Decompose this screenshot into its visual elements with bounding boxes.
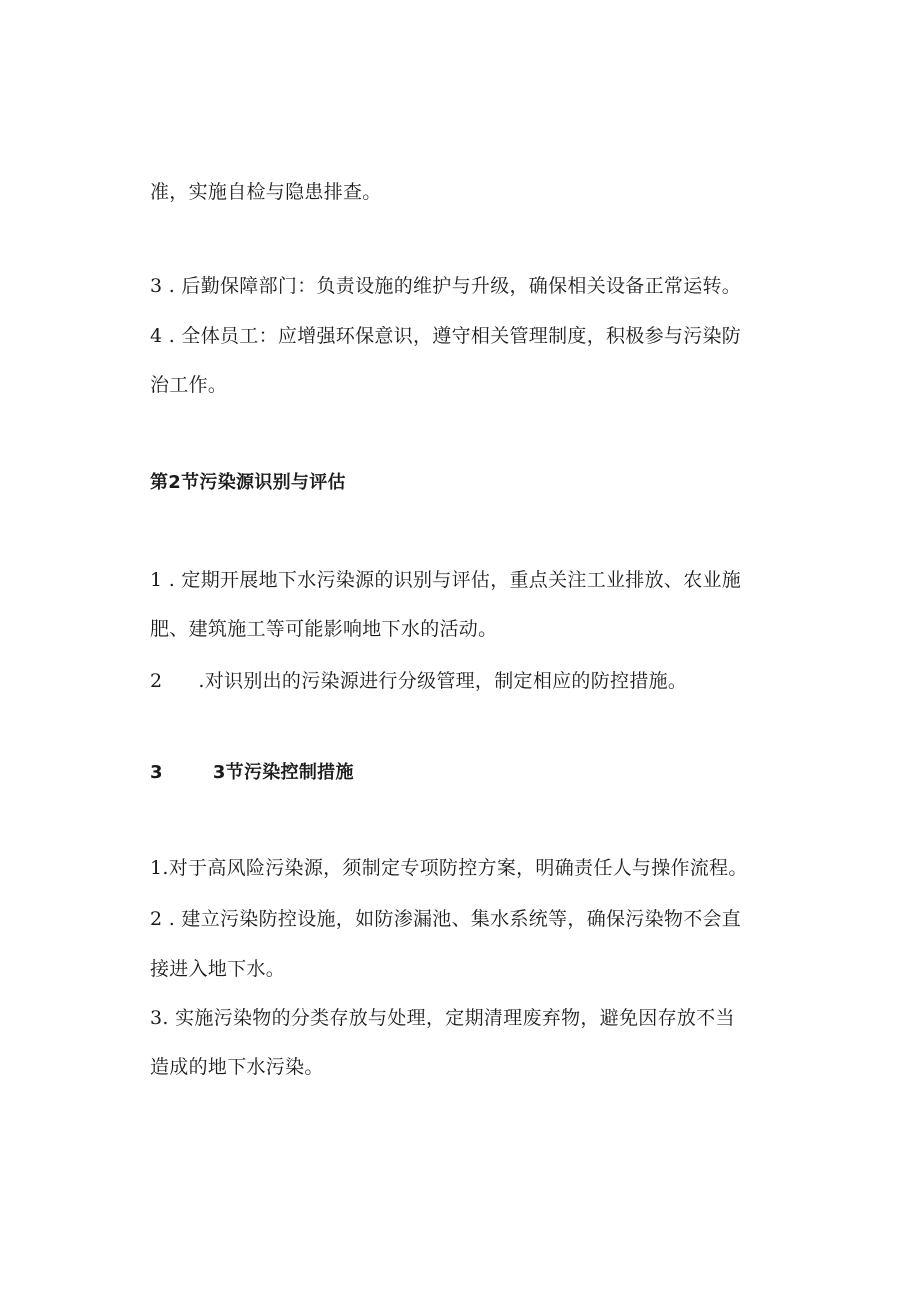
list-item-facilities: 2 . 建立污染防控设施，如防渗漏池、集水系统等，确保污染物不会直 bbox=[150, 908, 742, 930]
list-item-high-risk: 1.对于高风险污染源，须制定专项防控方案，明确责任人与操作流程。 bbox=[150, 857, 748, 879]
heading-number: 3 bbox=[150, 762, 163, 783]
list-number: 2 bbox=[150, 670, 163, 692]
text-line: 接进入地下水。 bbox=[150, 958, 286, 980]
list-item-grading bbox=[150, 669, 687, 693]
list-item-storage: 3. 实施污染物的分类存放与处理，定期清理废弃物，避免因存放不当 bbox=[150, 1007, 735, 1029]
list-text: .对识别出的污染源进行分级管理，制定相应的防控措施。 bbox=[198, 670, 688, 692]
section-heading-2: 第2节污染源识别与评估 bbox=[150, 472, 346, 493]
text-line: 准，实施自检与隐患排查。 bbox=[150, 181, 382, 203]
heading-text: 3节污染控制措施 bbox=[212, 762, 354, 783]
text-line: 肥、建筑施工等可能影响地下水的活动。 bbox=[150, 618, 498, 640]
text-line: 造成的地下水污染。 bbox=[150, 1056, 324, 1078]
list-item-identify: 1 . 定期开展地下水污染源的识别与评估，重点关注工业排放、农业施 bbox=[150, 569, 742, 591]
text-line: 治工作。 bbox=[150, 374, 228, 396]
list-item-all-staff: 4 . 全体员工：应增强环保意识，遵守相关管理制度，积极参与污染防 bbox=[150, 325, 742, 347]
list-item-logistics: 3 . 后勤保障部门：负责设施的维护与升级，确保相关设备正常运转。 bbox=[150, 275, 742, 297]
section-heading-3 bbox=[150, 761, 354, 785]
